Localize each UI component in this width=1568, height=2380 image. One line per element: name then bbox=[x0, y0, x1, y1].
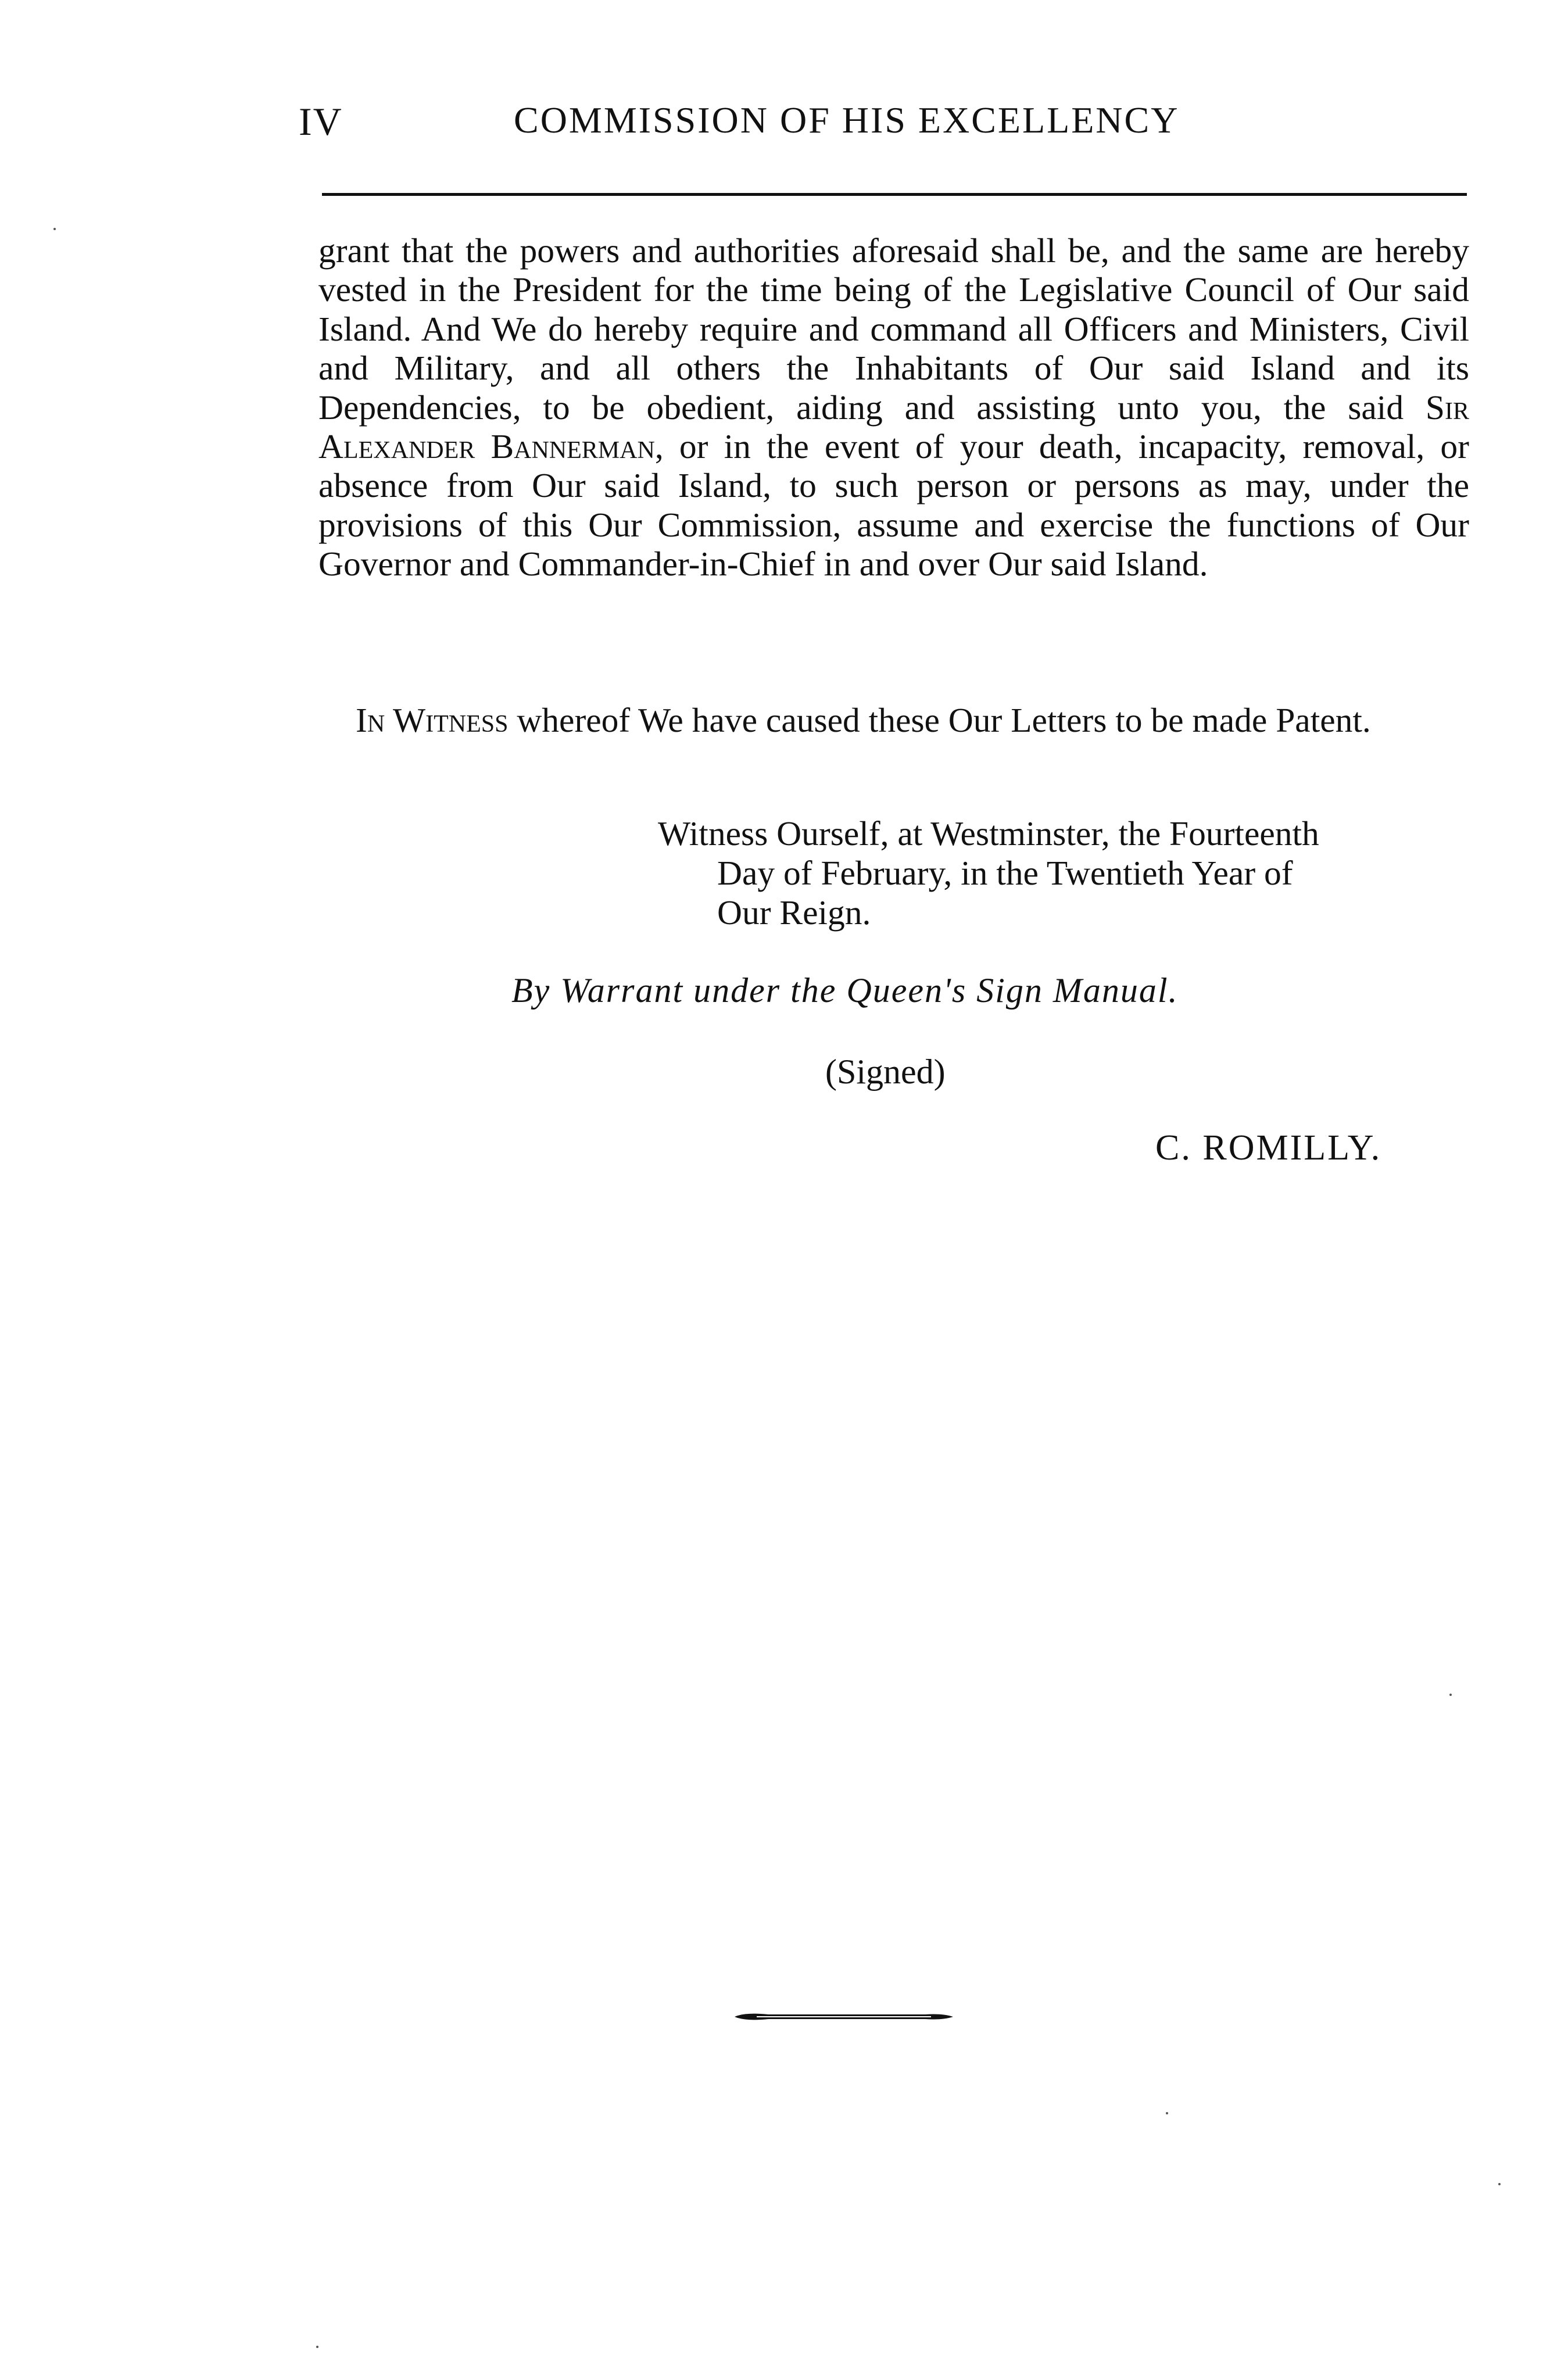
signed-label: (Signed) bbox=[825, 1053, 946, 1091]
witness-date-line-1: Witness Ourself, at Westminster, the Fourteenth bbox=[658, 814, 1319, 853]
page-speck bbox=[53, 228, 56, 230]
end-ornament bbox=[733, 2011, 954, 2023]
main-paragraph-text-1: grant that the powers and authorities aforesaid shall be, and the same are hereby vested in the President for the time being of the Legislative Council of Our said Island. And We do hereby require and command all Officers and Ministers, Civil and Military, and all others the Inhabitants of Our said Island and its Dependencies, to be obedient, aiding and assisting unto you, the said bbox=[318, 231, 1469, 427]
witness-paragraph bbox=[318, 700, 1469, 740]
page-number: IV bbox=[299, 99, 343, 144]
witness-lead: In Witness bbox=[356, 701, 509, 739]
page-speck bbox=[1449, 1694, 1452, 1696]
page-speck bbox=[1166, 2112, 1168, 2114]
witness-text: whereof We have caused these Our Letters to be made Patent. bbox=[508, 701, 1371, 739]
page-speck bbox=[1498, 2183, 1501, 2185]
witness-date-line-2: Day of February, in the Twentieth Year of bbox=[717, 854, 1293, 892]
governor-name: Sir Alexander Bannerman bbox=[318, 388, 1469, 466]
main-paragraph bbox=[318, 231, 1469, 584]
main-paragraph-text-2: , or in the event of your death, incapacity, removal, or absence from Our said Island, to such person or persons as may, under the provisions of this Our Commission, assume and exercise the functions of Our Governor and Commander-in-Chief in and over Our said Island. bbox=[318, 427, 1470, 584]
running-head: COMMISSION OF HIS EXCELLENCY bbox=[514, 99, 1180, 141]
witness-date-block bbox=[658, 814, 1472, 932]
witness-date-line-3: Our Reign. bbox=[717, 893, 871, 932]
warrant-line: By Warrant under the Queen's Sign Manual. bbox=[511, 971, 1179, 1010]
page-header bbox=[299, 99, 1455, 151]
header-rule bbox=[322, 193, 1467, 196]
page-speck bbox=[316, 2346, 318, 2348]
signatory-name: C. ROMILLY. bbox=[1155, 1128, 1382, 1168]
